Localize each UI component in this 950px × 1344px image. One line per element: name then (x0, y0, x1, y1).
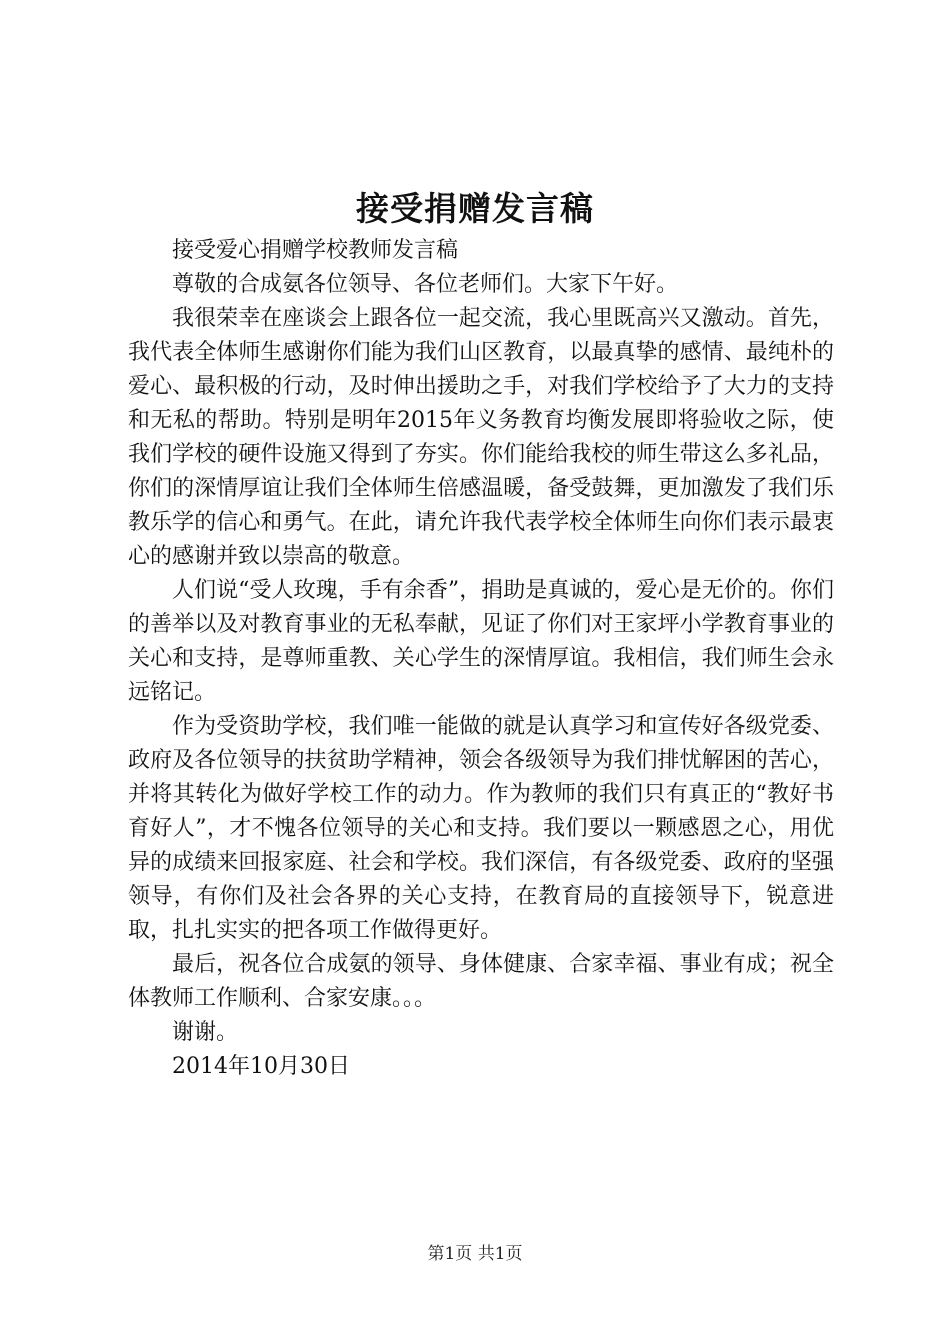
greeting-paragraph: 尊敬的合成氨各位领导、各位老师们。大家下午好。 (172, 272, 679, 297)
document-body (128, 234, 834, 1084)
body-paragraph-3: 作为受资助学校，我们唯一能做的就是认真学习和宣传好各级党委、政府及各位领导的扶贫助学精神，领会各级领导为我们排忧解困的苦心，并将其转化为做好学校工作的动力。作为教师的我们只有真正的“教好书育好人”，才不愧各位领导的关心和支持。我们要以一颗感恩之心，用优异的成绩来回报家庭、社会和学校。我们深信，有各级党委、政府的坚强领导，有你们及社会各界的关心支持，在教育局的直接领导下，锐意进取，扎扎实实的把各项工作做得更好。 (128, 714, 834, 943)
closing-wishes-paragraph: 最后，祝各位合成氨的领导、身体健康、合家幸福、事业有成；祝全体教师工作顺利、合家安康。。。 (128, 952, 834, 1011)
body-paragraph-1: 我很荣幸在座谈会上跟各位一起交流，我心里既高兴又激动。首先，我代表全体师生感谢你们能为我们山区教育，以最真挚的感情、最纯朴的爱心、最积极的行动，及时伸出援助之手，对我们学校给予了大力的支持和无私的帮助。特别是明年2015年义务教育均衡发展即将验收之际，使我们学校的硬件设施又得到了夯实。你们能给我校的师生带这么多礼品，你们的深情厚谊让我们全体师生倍感温暖，备受鼓舞，更加激发了我们乐教乐学的信心和勇气。在此，请允许我代表学校全体师生向你们表示最衷心的感谢并致以崇高的敬意。 (128, 306, 834, 569)
document-title: 接受捐赠发言稿 (356, 189, 594, 228)
date-line: 2014年10月30日 (172, 1054, 350, 1079)
body-paragraph-2: 人们说“受人玫瑰，手有余香”，捐助是真诚的，爱心是无价的。你们的善举以及对教育事业的无私奉献，见证了你们对王家坪小学教育事业的关心和支持，是尊师重教、关心学生的深情厚谊。我相信，我们师生会永远铭记。 (128, 578, 834, 705)
page-footer: 第1页 共1页 (427, 1244, 523, 1264)
thanks-line: 谢谢。 (172, 1020, 239, 1045)
subtitle-paragraph: 接受爱心捐赠学校教师发言稿 (172, 238, 459, 263)
